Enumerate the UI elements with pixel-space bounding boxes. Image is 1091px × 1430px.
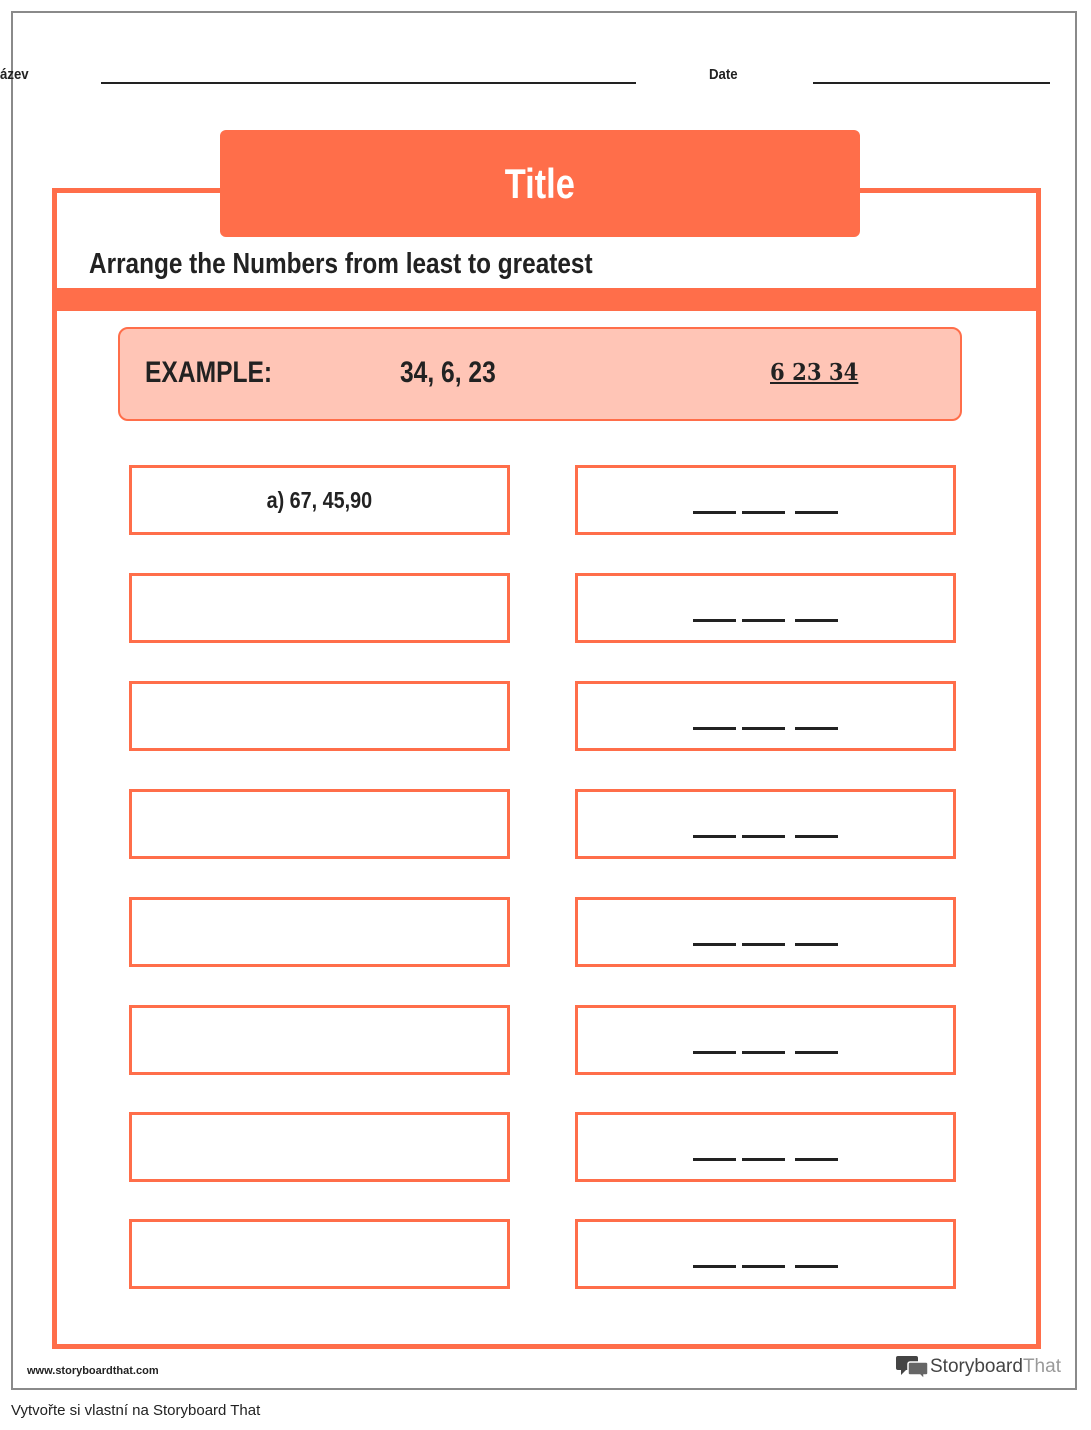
- answer-blank: [742, 619, 785, 622]
- question-box-3: [129, 681, 510, 751]
- instruction-text: Arrange the Numbers from least to greatest: [89, 248, 593, 280]
- answer-blank: [742, 1158, 785, 1161]
- answer-box-5[interactable]: [575, 897, 956, 967]
- brand-storyboard: Storyboard: [930, 1356, 1023, 1377]
- divider-band: [52, 288, 1041, 311]
- answer-blank: [693, 943, 736, 946]
- answer-blank: [795, 619, 838, 622]
- title-banner: [220, 130, 860, 237]
- answer-box-6[interactable]: [575, 1005, 956, 1075]
- name-line: [101, 82, 636, 84]
- answer-blank: [742, 943, 785, 946]
- answer-blank: [742, 835, 785, 838]
- date-label: Date: [709, 66, 738, 83]
- answer-box-7[interactable]: [575, 1112, 956, 1182]
- answer-blank: [693, 1158, 736, 1161]
- example-box: [118, 327, 962, 421]
- answer-box-4[interactable]: [575, 789, 956, 859]
- example-numbers: 34, 6, 23: [400, 356, 496, 389]
- answer-blank: [693, 835, 736, 838]
- answer-blank: [795, 1265, 838, 1268]
- answer-blank: [693, 1051, 736, 1054]
- answer-blank: [742, 511, 785, 514]
- answer-blank: [693, 727, 736, 730]
- answer-blank: [693, 511, 736, 514]
- answer-blank: [693, 619, 736, 622]
- question-box-1: [129, 465, 510, 535]
- page-title: Title: [504, 159, 576, 207]
- answer-blank: [795, 511, 838, 514]
- answer-blank: [795, 1158, 838, 1161]
- question-box-7: [129, 1112, 510, 1182]
- answer-box-1[interactable]: [575, 465, 956, 535]
- storyboardthat-logo[interactable]: [896, 1354, 1061, 1380]
- answer-box-8[interactable]: [575, 1219, 956, 1289]
- answer-box-3[interactable]: [575, 681, 956, 751]
- name-label: ázev: [0, 66, 29, 83]
- answer-blank: [693, 1265, 736, 1268]
- answer-blank: [742, 1051, 785, 1054]
- question-box-5: [129, 897, 510, 967]
- answer-blank: [742, 1265, 785, 1268]
- brand-that: That: [1022, 1356, 1061, 1377]
- example-label: EXAMPLE:: [145, 356, 273, 389]
- speech-bubbles-icon: [896, 1354, 930, 1380]
- question-box-8: [129, 1219, 510, 1289]
- answer-blank: [795, 943, 838, 946]
- question-box-4: [129, 789, 510, 859]
- question-text: a) 67, 45,90: [266, 487, 373, 513]
- example-answer: 6 23 34: [770, 359, 859, 386]
- answer-box-2[interactable]: [575, 573, 956, 643]
- question-box-2: [129, 573, 510, 643]
- question-box-6: [129, 1005, 510, 1075]
- answer-blank: [795, 727, 838, 730]
- answer-blank: [795, 835, 838, 838]
- answer-blank: [795, 1051, 838, 1054]
- site-url: www.storyboardthat.com: [27, 1365, 159, 1377]
- date-line: [813, 82, 1050, 84]
- answer-blank: [742, 727, 785, 730]
- footer-note: Vytvořte si vlastní na Storyboard That: [11, 1402, 261, 1419]
